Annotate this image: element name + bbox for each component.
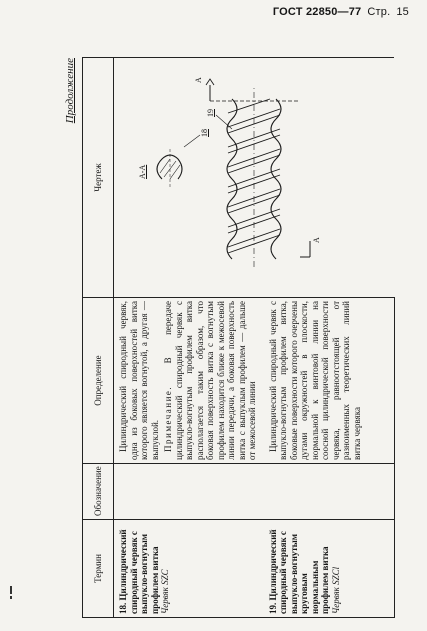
designation-cell xyxy=(114,464,264,520)
standard-number: ГОСТ 22850—77 xyxy=(272,6,362,18)
terms-table xyxy=(82,57,395,618)
cut-label-bottom: А xyxy=(312,237,321,243)
cut-label-top: А xyxy=(194,77,203,83)
dimension-label-19: 19 xyxy=(206,109,215,117)
rotated-table-page xyxy=(64,58,394,618)
worm-drawing xyxy=(114,58,394,297)
column-header-definition: Определение xyxy=(83,298,114,464)
scan-artifact xyxy=(10,586,12,594)
definition-cell xyxy=(264,298,395,464)
continuation-label: Продолжение xyxy=(64,58,76,124)
definition-note xyxy=(163,301,258,460)
definition-text: Цилиндрический спиродный червяк, одна из боковых поверхностей витка которого является вогнутой, а другая — выпуклой. xyxy=(118,301,160,460)
term-title: 18. Цилиндрический спиродный червяк с выпукло-вогнутым профилем витка xyxy=(118,529,160,614)
page-label: Стр. xyxy=(367,6,391,18)
page-number: 15 xyxy=(396,6,409,18)
column-header-designation: Обозначение xyxy=(83,464,114,520)
section-label: А-А xyxy=(138,164,147,179)
page-header xyxy=(273,6,409,18)
term-title: 19. Цилиндрический спиродный червяк с выпукло-вогнутым круговым нормальным профилем витка xyxy=(267,529,330,614)
term-cell xyxy=(264,520,395,618)
table-header-row xyxy=(83,58,114,618)
definition-text: Цилиндрический спиродный червяк с выпукло-вогнутым профилем витка, боковые поверхности которого очерчены дугами окружностей в плоскости, нормальной к винтовой линии на соосной цилиндрической поверхности червяка, равноотстоящей от разноименных теоретических линий витка червяка xyxy=(267,301,362,460)
scan-artifact xyxy=(10,596,12,599)
drawing-cell xyxy=(114,58,395,298)
note-text: В передаче цилиндрический спиродный червяк с выпукло-вогнутым профилем витка располагается таким образом, что боковая поверхность витка с вогнутым профилем находится ближе к межосевой линии передачи, а боковая поверхность витка с выпуклым профилем — дальше от межосевой линии xyxy=(163,301,257,460)
table-row xyxy=(114,58,264,618)
worm-threads xyxy=(157,79,310,267)
column-header-drawing: Чертеж xyxy=(83,58,114,298)
designation-cell xyxy=(264,464,395,520)
dimension-label-18: 18 xyxy=(200,129,209,137)
term-cell xyxy=(114,520,264,618)
term-abbreviation: Червяк SZCl xyxy=(330,566,341,614)
worm-drawing-svg xyxy=(114,59,394,297)
note-heading: Примечание. xyxy=(163,385,173,452)
term-abbreviation: Червяк SZC xyxy=(160,569,170,614)
definition-cell xyxy=(114,298,264,464)
column-header-term: Термин xyxy=(83,520,114,618)
